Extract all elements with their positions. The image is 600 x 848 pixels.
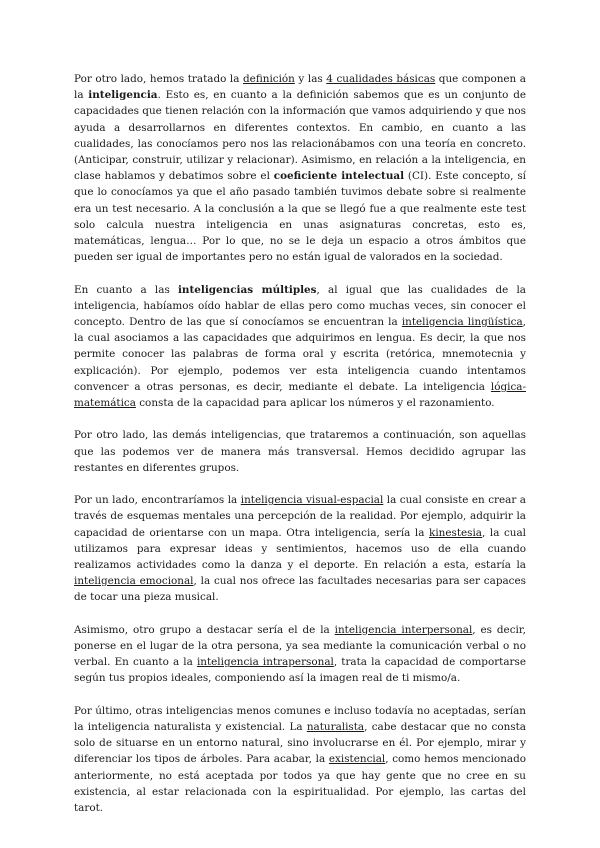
- text-run: , la cual nos ofrece las facultades necesarias para ser capaces de tocar una pieza musical.: [74, 575, 526, 604]
- text-run: consta de la capacidad para aplicar los números y el razonamiento.: [135, 397, 495, 410]
- text-run: , la cual utilizamos para expresar ideas y sentimientos, hacemos uso de ella cuando realizamos actividades como la danza y el deporte. En relación a esta, estaría la: [74, 526, 526, 572]
- text-run: Por otro lado, las demás inteligencias, que trataremos a continuación, son aquellas que las podemos ver de manera más transversal. Hemos decidido agrupar las restantes en diferentes grupos.: [74, 429, 526, 474]
- text-run: Por un lado, encontraríamos la: [74, 494, 241, 507]
- term-interpersonal: inteligencia interpersonal: [334, 623, 473, 636]
- term-kinestesia: kinestesia: [429, 526, 482, 539]
- text-run: (CI). Este concepto, sí que lo conocíamos ya que el año pasado también tuvimos debate sobre si realmente era un test necesario. A la conclusión a la que se llegó fue a que realmente este test solo calcula nuestra inteligencia en unas asignaturas concretas, esto es, matemáticas, lengua… Por lo que, no se le deja un espacio a otros ámbitos que pueden ser igual de importantes pero no están igual de valorados en la sociedad.: [74, 170, 526, 264]
- paragraph: [74, 427, 526, 476]
- term-naturalista: naturalista: [306, 721, 365, 734]
- text-run: y las: [294, 73, 327, 85]
- text-run: que componen a la: [74, 73, 526, 102]
- paragraph: [74, 703, 526, 816]
- text-run: Por otro lado, hemos tratado la: [74, 73, 244, 85]
- paragraph: [74, 71, 526, 265]
- term-logica-matematica: lógica-matemática: [74, 380, 526, 410]
- text-run: , la cual asociamos a las capacidades que adquirimos en lengua. Es decir, la que nos permite conocer las palabras de forma oral y escrita (retórica, mnemotecnia y explicación). Por ejemplo, podemos ver esta inteligencia cuando intentamos convencer a otras personas, es decir, mediante el debate. La inteligencia: [74, 316, 526, 393]
- paragraph: [74, 282, 526, 412]
- paragraph: [74, 622, 526, 687]
- text-run: , es decir, ponerse en el lugar de la otra persona, ya sea mediante la comunicación verbal o no verbal. En cuanto a la: [74, 623, 526, 669]
- text-run: Asimismo, otro grupo a destacar sería el de la: [74, 623, 335, 636]
- text-run: . Esto es, en cuanto a la definición sabemos que es un conjunto de capacidades que tienen relación con la información que vamos adquiriendo y que nos ayuda a desarrollarnos en diferentes contextos. En cambio, en cuanto a las cualidades, las conocíamos pero nos las relacionábamos con una teoría en concreto. (Anticipar, construir, utilizar y relacionar). Asimismo, en relación a la inteligencia, en clase hablamos y debatimos sobre el: [74, 89, 526, 183]
- term-inteligencias-multiples: inteligencias múltiples: [177, 283, 317, 296]
- term-coeficiente-intelectual: coeficiente intelectual: [273, 170, 405, 183]
- paragraph: [74, 492, 526, 605]
- text-run: Por último, otras inteligencias menos comunes e incluso todavía no aceptadas, serían la inteligencia naturalista y existencial. La: [74, 704, 526, 734]
- text-run: , como hemos mencionado anteriormente, no está aceptada por todos ya que hay gente que no cree en su existencia, al estar relacionada con la espiritualidad. Por ejemplo, las cartas del tarot.: [74, 753, 526, 815]
- text-run: , al igual que las cualidades de la inteligencia, habíamos oído hablar de ellas pero como muchas veces, sin conocer el concepto. Dentro de las que sí conocíamos se encuentran la: [74, 283, 526, 329]
- term-intrapersonal: inteligencia intrapersonal: [196, 656, 334, 669]
- text-run: En cuanto a las: [74, 283, 178, 296]
- term-inteligencia: inteligencia: [88, 89, 158, 102]
- text-run: , trata la capacidad de comportarse según tus propios ideales, componiendo así la imagen real de ti mismo/a.: [74, 656, 526, 685]
- term-linguistica: inteligencia lingüística: [401, 316, 523, 329]
- term-cualidades-basicas: 4 cualidades básicas: [326, 73, 436, 85]
- term-visual-espacial: inteligencia visual-espacial: [240, 494, 384, 507]
- text-run: la cual consiste en crear a través de esquemas mentales una percepción de la realidad. Por ejemplo, adquirir la capacidad de orientarse con un mapa. Otra inteligencia, sería la: [74, 494, 526, 539]
- term-existencial: existencial: [328, 753, 386, 766]
- document-body: [74, 71, 526, 832]
- term-emocional: inteligencia emocional: [74, 575, 194, 588]
- text-run: , cabe destacar que no consta solo de situarse en un entorno natural, sino involucrarse en él. Por ejemplo, mirar y diferenciar los tipos de árboles. Para acabar, la: [74, 721, 527, 766]
- term-definicion: definición: [243, 73, 295, 85]
